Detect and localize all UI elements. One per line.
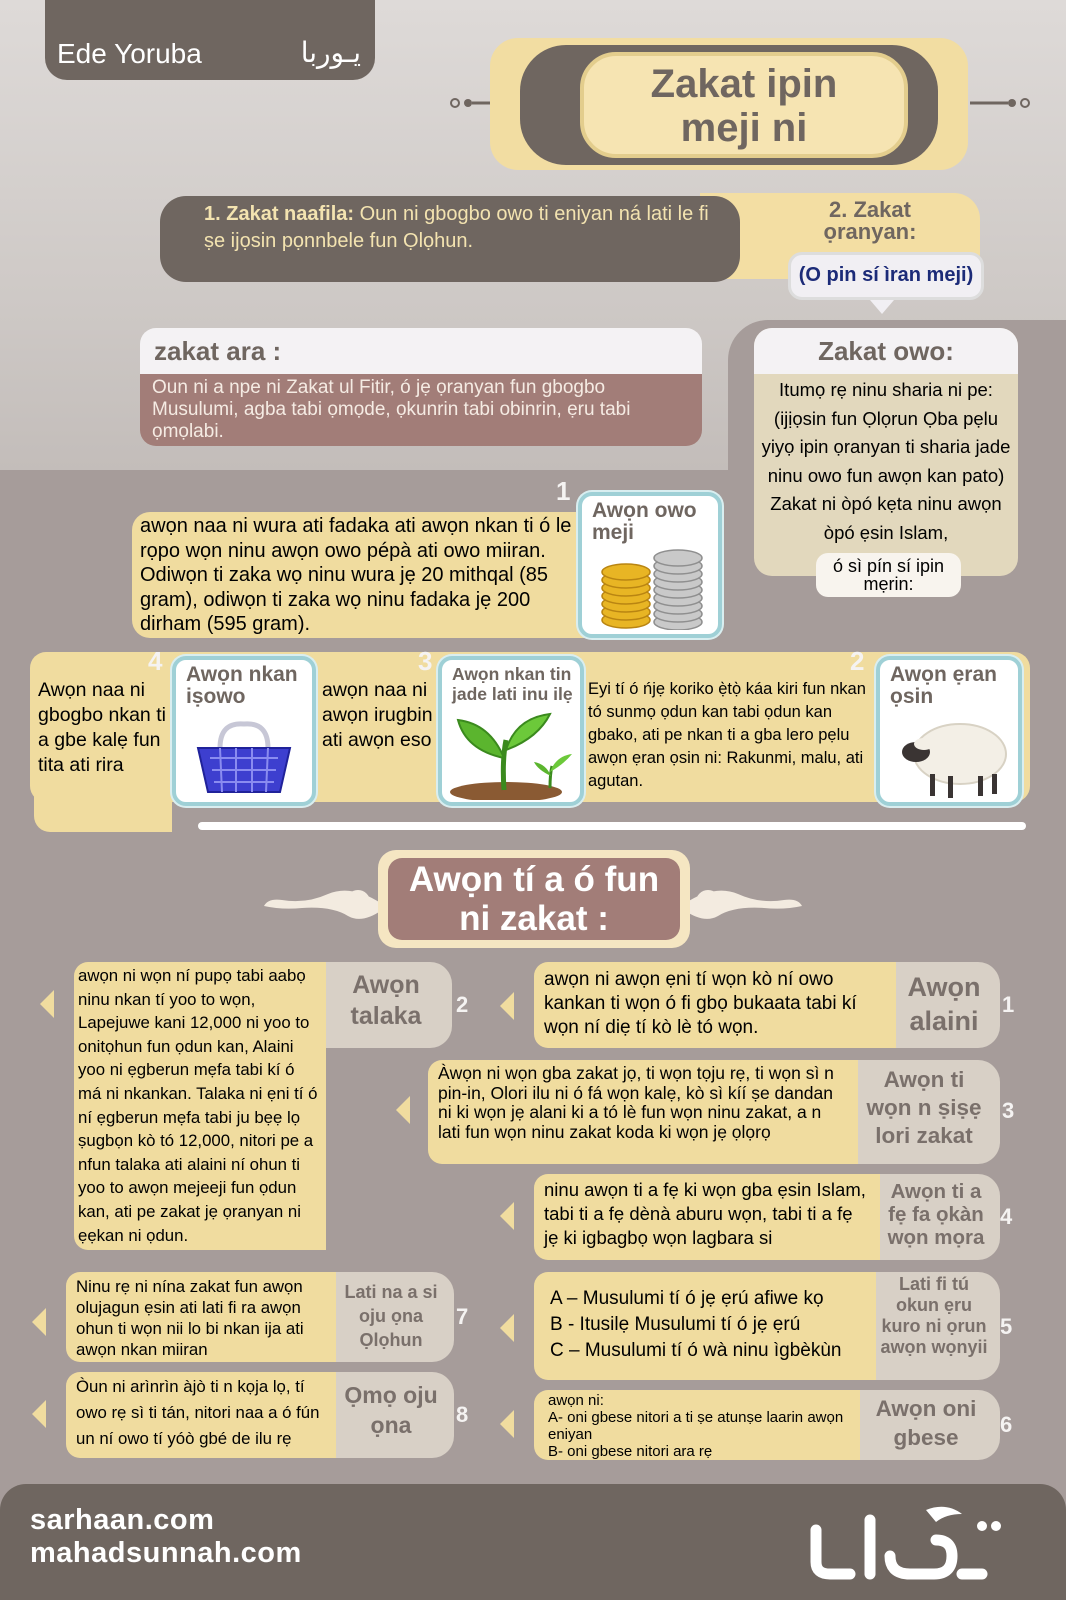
- recipient-3-tag: Awọn ti wọn n ṣiṣẹ lori zakat: [858, 1060, 1000, 1164]
- recipients-title-line-1: Awọn tí a ó fun: [408, 860, 660, 899]
- sprout-icon: [446, 710, 580, 800]
- language-label-en: Ede Yoruba: [57, 38, 202, 69]
- recipient-1-text: awọn ni awọn ẹni tí wọn kò ní owo kankan ti wọn ó fi gbọ bukaata tabi kí wọn ní diẹ tí kò lè tó wọn.: [534, 962, 896, 1048]
- recipient-4-number: 4: [1000, 1204, 1013, 1229]
- recipient-7-text: Ninu rẹ ni nína zakat fun awọn olujagun ẹsin ati lati fi ra awọn ohun ti wọn nii lo bi nkan ija ati awọn nkan miiran: [66, 1272, 336, 1362]
- recipients-title-line-2: ni zakat :: [459, 899, 609, 938]
- footer-url-mahadsunnah[interactable]: mahadsunnah.com: [30, 1537, 302, 1569]
- pointer-icon: [500, 992, 514, 1020]
- recipient-8-text: Òun ni arìnrìn àjò ti n kọja lọ, tí owo rẹ sì ti tán, nitori naa a ó fún un ní owo tí yóò gbé de ilu rẹ: [66, 1372, 336, 1458]
- pointer-icon: [40, 990, 54, 1018]
- footer: [0, 1484, 1066, 1600]
- pointer-icon: [32, 1400, 46, 1428]
- recipient-7-tag: Lati na a si oju ọna Ọlọhun: [336, 1272, 454, 1362]
- pointer-icon: [500, 1410, 514, 1438]
- recipient-6-line-intro: awọn ni:: [548, 1392, 604, 1409]
- recipient-6-text: [534, 1390, 860, 1460]
- category-3-label: Awọn nkan tin jade lati inu ilẹ: [452, 664, 573, 704]
- sheep-icon: [890, 716, 1014, 800]
- category-4-card: [172, 656, 316, 806]
- category-4-number: 4: [148, 646, 163, 676]
- recipient-2-tag: Awọn talaka: [326, 962, 452, 1048]
- recipient-4-text: ninu awọn ti a fẹ ki wọn gba ẹsin Islam, tabi ti a fẹ dènà aburu wọn, tabi ti a fẹ jẹ ki igbagbọ wọn lagbara si: [534, 1174, 880, 1260]
- recipient-3-text: Àwọn ni wọn gba zakat jọ, ti wọn tọju rẹ, ti wọn sì n pin-in, Olori ilu ni ó fá wọn kalẹ, kò sì kíí ṣe dandan ni ki wọn jẹ alani ki a tó lè fun wọn ninu zakat, a n lati fun wọn ninu zakat koda ki wọn jẹ ọlọrọ: [428, 1060, 858, 1164]
- category-1-card: [578, 492, 722, 638]
- zakat-owo-pill: ó sì pín sí ipin mẹrin:: [816, 553, 961, 597]
- category-3-text: awọn naa ni awọn irugbin ati awọn eso: [322, 679, 433, 751]
- footer-links: [30, 1504, 302, 1570]
- pointer-icon: [500, 1314, 514, 1342]
- footer-url-sarhaan[interactable]: sarhaan.com: [30, 1504, 215, 1536]
- ornament-left-icon: [262, 880, 382, 928]
- coins-icon: [594, 542, 712, 630]
- recipient-6-line-a: A- oni gbese nitori a ti ṣe atunṣe laarin awọn eniyan: [548, 1409, 844, 1443]
- zakat-owo-text: Itumọ rẹ ninu sharia ni pe: (ijịọsin fun Ọlọrun Ọba pẹlu yiyọ ipin ọranyan ti sharia jade ninu owo fun awọn kan pato) Zakat ni òpó kẹta ninu awọn òpó ẹsin Islam,: [761, 379, 1011, 543]
- language-tab: [45, 0, 375, 80]
- recipient-5-number: 5: [1000, 1314, 1013, 1339]
- category-2-label: Awọn ẹran ọsin: [890, 663, 997, 708]
- oranyan-label-line-1: 2. Zakat: [829, 197, 911, 222]
- category-1-text: awọn naa ni wura ati fadaka ati awọn nkan ti ó le rọpo wọn ninu awọn owo pépà ati owo miiran. Odiwọn ti zaka wọ ninu wura jẹ 20 mithqal (85 gram), odiwọn ti zaka wọ ninu fadaka jẹ 200 dirham (595 gram).: [132, 512, 588, 638]
- ornament-right-icon: [684, 880, 804, 928]
- recipient-6-line-b: B- oni gbese nitori ara rẹ: [548, 1443, 713, 1460]
- zakat-owo-title: Zakat owo:: [754, 328, 1018, 374]
- recipient-6-tag: Awọn oni gbese: [860, 1390, 1000, 1460]
- recipient-2-text: awọn ni wọn ní pupọ tabi aabọ ninu nkan tí yoo to wọn, Lapejuwe kani 12,000 ni yoo to onitọhun fun ọdun kan, Alaini yoo ni ẹgberun mẹfa tabi kí ó má ni nkankan. Talaka ni ẹni tí ó ní ẹgberun mẹfa tabi ju bẹẹ lọ ṣugbọn kò tó 12,000, nitori pe a nfun talaka ati alaini ní ohun ti yoo to awọn mejeeji fun ọdun kan, ati pe zakat jẹ ọranyan ni ẹẹkan ni ọdun.: [74, 962, 326, 1250]
- category-2-number: 2: [850, 646, 865, 676]
- recipient-5-text: [534, 1272, 876, 1380]
- recipient-7-number: 7: [456, 1304, 469, 1329]
- page-title: [580, 52, 908, 158]
- category-2-text: Eyi tí ó ńjẹ koriko ẹ̀tọ̀ káa kiri fun nkan tó sunmọ ọdun kan tabi ọdun kan gbako, ati pe nkan ti a gba lero pẹlu awọn ẹran ọsin ni: Rakunmi, malu, ati agutan.: [588, 680, 866, 790]
- pointer-icon: [396, 1096, 410, 1124]
- category-4-text: Awọn naa ni gbogbo nkan ti a gbe kalẹ fun tita ati rira: [34, 676, 172, 832]
- basket-icon: [190, 718, 298, 798]
- language-label-ar: يـوربا: [300, 36, 361, 69]
- arrow-down-icon: [870, 300, 894, 314]
- section-divider: [198, 822, 1026, 830]
- pointer-icon: [500, 1202, 514, 1230]
- recipient-2-number: 2: [456, 992, 469, 1017]
- recipient-4-tag: Awọn ti a fẹ fa ọkàn wọn mọra: [880, 1174, 1000, 1260]
- zakat-ara-title: zakat ara :: [140, 328, 702, 374]
- zakat-ara-text: Oun ni a npe ni Zakat ul Fitir, ó jẹ ọranyan fun gbogbo Musulumi, agba tabi ọmọde, ọkunrin tabi obinrin, ẹru tabi ọmọlabi.: [140, 374, 702, 446]
- ornament-right-icon: [970, 98, 1030, 108]
- recipient-8-tag: Ọmọ oju ọna: [336, 1372, 454, 1458]
- zakat-naafila-banner: [160, 196, 740, 282]
- category-3-number: 3: [418, 646, 433, 676]
- recipient-5-line-b: B - Itusilẹ Musulumi tí ó jẹ ẹrú: [550, 1314, 801, 1335]
- category-3-card: [438, 656, 584, 806]
- category-1-number: 1: [556, 476, 571, 506]
- recipient-8-number: 8: [456, 1402, 469, 1427]
- oranyan-label-line-2: ọranyan:: [823, 219, 917, 244]
- category-2-card: [876, 656, 1022, 806]
- zakat-ara-box: [140, 328, 702, 446]
- recipient-1-number: 1: [1002, 992, 1015, 1017]
- title-line-1: Zakat ipin: [650, 62, 838, 106]
- recipient-5-tag: Lati fi tú okun ẹru kuro ni ọrun awọn wọnyii: [876, 1272, 1000, 1380]
- recipient-6-number: 6: [1000, 1412, 1013, 1437]
- naafila-text: Oun ni gbogbo owo ti eniyan ná lati le fi ṣe ijọsin pọnnbele fun Ọlọhun.: [204, 203, 709, 252]
- recipient-3-number: 3: [1002, 1098, 1015, 1123]
- oranyan-subtitle: (O pin sí ìran meji): [788, 252, 984, 300]
- category-4-label: Awọn nkan iṣowo: [186, 663, 298, 708]
- recipient-5-line-c: C – Musulumi tí ó wà ninu ìgbèkùn: [550, 1340, 842, 1361]
- recipient-5-line-a: A – Musulumi tí ó jẹ ẹrú afiwe kọ: [550, 1288, 824, 1309]
- category-1-label: Awọn owo meji: [592, 499, 697, 544]
- naafila-label: 1. Zakat naafila:: [204, 203, 355, 225]
- recipient-1-tag: Awọn alaini: [896, 962, 1000, 1048]
- recipients-title: [388, 858, 680, 940]
- title-line-2: meji ni: [680, 106, 808, 150]
- pointer-icon: [32, 1308, 46, 1336]
- sarhaan-logo-icon: [786, 1500, 1026, 1586]
- zakat-owo-box: [754, 328, 1018, 576]
